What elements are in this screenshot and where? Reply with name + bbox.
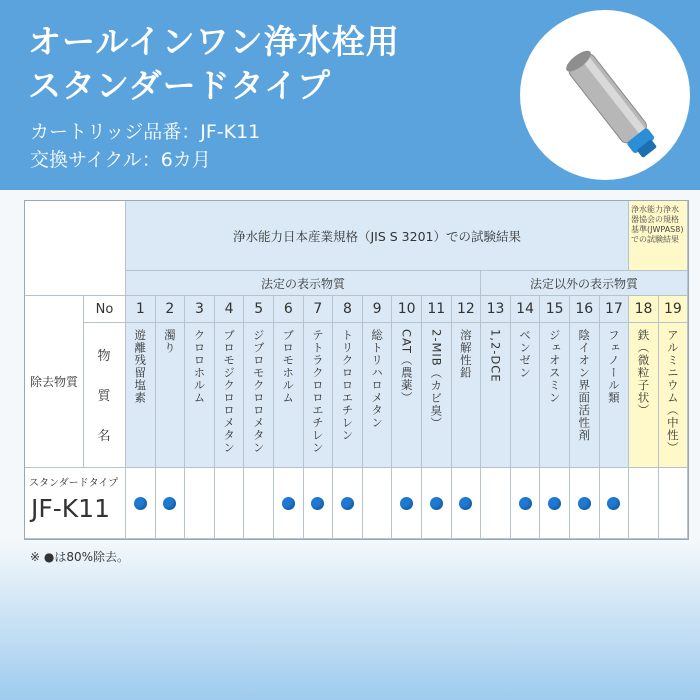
removal-dot-icon (341, 497, 354, 510)
group-other: 法定以外の表示物質 (481, 271, 688, 296)
column-number: 3 (185, 296, 215, 323)
result-cell (659, 468, 688, 539)
removal-dot-icon (311, 497, 324, 510)
filtration-table (24, 200, 689, 540)
substance-name: 陰イオン界面活性剤 (577, 329, 592, 442)
column-number: 17 (600, 296, 630, 323)
product-row-label (25, 468, 126, 539)
column-substance-cell (452, 323, 482, 468)
result-cell (156, 468, 186, 539)
title-line-2: スタンダードタイプ (28, 66, 332, 105)
substance-char-2: 質 (97, 389, 111, 404)
remove-label: 除去物質 (25, 296, 84, 468)
side-header: 浄水能力浄水器協会の規格基準(JWPAS8)での試験結果 (629, 201, 688, 271)
column-substance-cell (333, 323, 363, 468)
column-number: 7 (304, 296, 334, 323)
substance-name: テトラクロロエチレン (310, 329, 325, 454)
column-substance-cell (215, 323, 245, 468)
result-cell (333, 468, 363, 539)
substance-name: ブロモホルム (281, 329, 296, 404)
removal-dot-icon (548, 497, 561, 510)
column-number: 13 (481, 296, 511, 323)
column-number: 1 (126, 296, 156, 323)
substance-name: ジェオスミン (547, 329, 562, 404)
result-cell (600, 468, 630, 539)
column-substance-cell (422, 323, 452, 468)
cartridge-number: カートリッジ品番：JF-K11 (30, 121, 261, 143)
substance-name: 溶解性鉛 (458, 329, 473, 379)
column-substance-cell (156, 323, 186, 468)
substance-name: ブロモジクロロメタン (222, 329, 237, 454)
column-substance-cell (126, 323, 156, 468)
header-banner (0, 0, 700, 190)
column-substance-cell (629, 323, 659, 468)
result-cell (363, 468, 393, 539)
result-cell (126, 468, 156, 539)
substance-name: CAT（農薬） (399, 329, 414, 405)
table-corner (25, 201, 126, 296)
substance-name: 2-MIB（カビ臭） (429, 329, 444, 430)
column-substance-cell (363, 323, 393, 468)
removal-dot-icon (607, 497, 620, 510)
substance-name: 遊離残留塩素 (133, 329, 148, 404)
column-substance-cell (540, 323, 570, 468)
substance-name: アルミニウム（中性） (665, 329, 680, 454)
product-info (30, 118, 260, 174)
removal-dot-icon (430, 497, 443, 510)
result-cell (274, 468, 304, 539)
substance-char-1: 物 (97, 349, 111, 364)
result-cell (452, 468, 482, 539)
column-number: 10 (392, 296, 422, 323)
column-substance-cell (304, 323, 334, 468)
substance-name: 濁り (162, 329, 177, 354)
column-number: 16 (570, 296, 600, 323)
result-cell (244, 468, 274, 539)
substance-name: フェノール類 (606, 329, 621, 404)
product-title (28, 20, 400, 108)
column-number: 19 (659, 296, 688, 323)
substance-label (84, 323, 126, 468)
result-cell (215, 468, 245, 539)
column-substance-cell (185, 323, 215, 468)
row-type: スタンダードタイプ (29, 478, 119, 489)
substance-name: クロロホルム (192, 329, 207, 404)
replacement-cycle: 交換サイクル：6カ月 (30, 149, 211, 171)
result-cell (422, 468, 452, 539)
no-label: No (84, 296, 126, 323)
removal-dot-icon (400, 497, 413, 510)
column-number: 18 (629, 296, 659, 323)
substance-name: トリクロロエチレン (340, 329, 355, 442)
column-number: 6 (274, 296, 304, 323)
column-substance-cell (274, 323, 304, 468)
removal-dot-icon (578, 497, 591, 510)
substance-name: ジブロモクロロメタン (251, 329, 266, 454)
column-substance-cell (481, 323, 511, 468)
column-number: 4 (215, 296, 245, 323)
substance-name: ベンゼン (518, 329, 533, 379)
column-number: 12 (452, 296, 482, 323)
result-cell (511, 468, 541, 539)
removal-dot-icon (282, 497, 295, 510)
column-substance-cell (392, 323, 422, 468)
result-cell (481, 468, 511, 539)
result-cell (304, 468, 334, 539)
column-substance-cell (659, 323, 688, 468)
footnote: ※ ●は80%除去。 (30, 550, 130, 564)
removal-dot-icon (519, 497, 532, 510)
column-substance-cell (511, 323, 541, 468)
column-number: 8 (333, 296, 363, 323)
column-number: 15 (540, 296, 570, 323)
column-substance-cell (244, 323, 274, 468)
result-cell (185, 468, 215, 539)
column-number: 5 (244, 296, 274, 323)
substance-name: 鉄（微粒子状） (636, 329, 651, 417)
substance-char-3: 名 (97, 429, 111, 444)
cartridge-image (520, 10, 690, 180)
removal-dot-icon (459, 497, 472, 510)
result-cell (570, 468, 600, 539)
column-number: 9 (363, 296, 393, 323)
test-header: 浄水能力日本産業規格（JIS S 3201）での試験結果 (126, 201, 629, 271)
row-model: JF-K11 (31, 494, 110, 523)
column-number: 11 (422, 296, 452, 323)
substance-name: 総トリハロメタン (370, 329, 385, 429)
removal-dot-icon (163, 497, 176, 510)
column-substance-cell (600, 323, 630, 468)
removal-dot-icon (134, 497, 147, 510)
group-legal: 法定の表示物質 (126, 271, 481, 296)
result-cell (629, 468, 659, 539)
column-substance-cell (570, 323, 600, 468)
result-cell (392, 468, 422, 539)
column-number: 14 (511, 296, 541, 323)
column-number: 2 (156, 296, 186, 323)
result-cell (540, 468, 570, 539)
title-line-1: オールインワン浄水栓用 (28, 22, 400, 61)
substance-name: 1,2-DCE (488, 329, 503, 383)
